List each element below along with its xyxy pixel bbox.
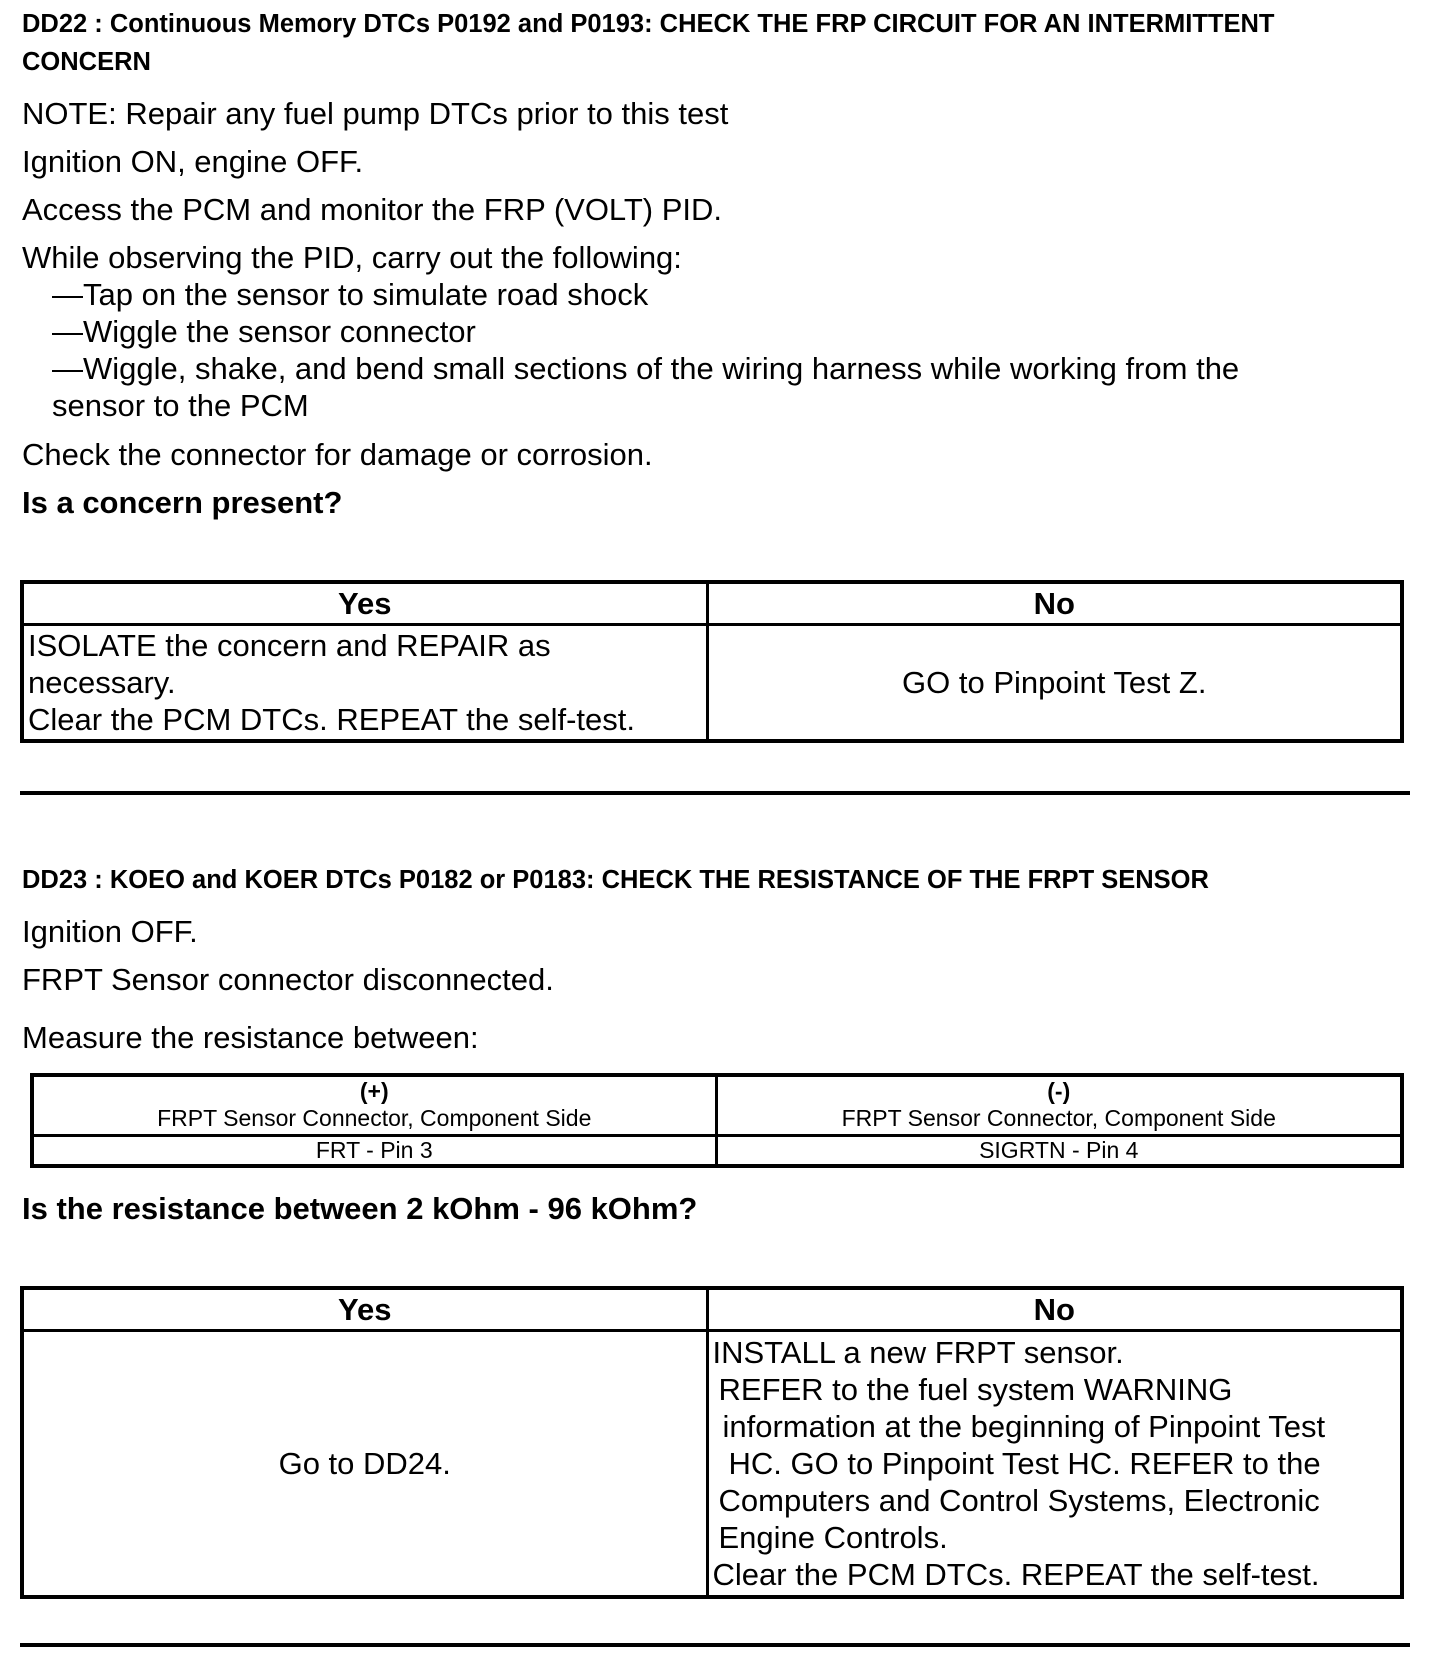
list-item: —Wiggle the sensor connector: [52, 314, 476, 349]
yes-header: Yes: [22, 1288, 707, 1331]
positive-pin: FRT - Pin 3: [32, 1135, 716, 1166]
section-divider: [20, 1643, 1410, 1647]
yes-cell: ISOLATE the concern and REPAIR as necessary. Clear the PCM DTCs. REPEAT the self-test.: [22, 625, 707, 741]
yes-cell: Go to DD24.: [22, 1331, 707, 1597]
dd22-step-ignition: Ignition ON, engine OFF.: [22, 144, 364, 179]
no-cell: INSTALL a new FRPT sensor. REFER to the fuel system WARNING information at the beginning of Pinpoint Test HC. GO to Pinpoint Test HC. REFER to the Computers and Control Systems, Electronic Engine Controls. Clear the PCM DTCs. REPEAT the self-test.: [707, 1331, 1402, 1597]
negative-pin: SIGRTN - Pin 4: [716, 1135, 1402, 1166]
dd23-measure-table: [30, 1073, 1404, 1168]
dd22-step-check-connector: Check the connector for damage or corrosion.: [22, 437, 653, 472]
list-item: sensor to the PCM: [52, 388, 309, 423]
dd23-yes-no-table: [20, 1286, 1404, 1599]
dd22-question: Is a concern present?: [22, 485, 343, 520]
list-item: —Wiggle, shake, and bend small sections of the wiring harness while working from the: [52, 351, 1240, 386]
positive-label: FRPT Sensor Connector, Component Side: [157, 1105, 592, 1132]
negative-sign: (-): [1047, 1078, 1071, 1105]
dd23-step-measure: Measure the resistance between:: [22, 1020, 479, 1055]
dd22-observe-list: [52, 276, 1239, 424]
dd23-step-ignition: Ignition OFF.: [22, 914, 198, 949]
section-divider: [20, 791, 1410, 795]
positive-lead-cell: [32, 1075, 716, 1135]
dd22-heading-line1: DD22 : Continuous Memory DTCs P0192 and P0193: CHECK THE FRP CIRCUIT FOR AN INTERMITTENT: [22, 10, 1275, 38]
negative-label: FRPT Sensor Connector, Component Side: [841, 1105, 1276, 1132]
dd22-yes-no-table: [20, 580, 1404, 743]
dd23-heading: DD23 : KOEO and KOER DTCs P0182 or P0183: CHECK THE RESISTANCE OF THE FRPT SENSOR: [22, 866, 1209, 894]
dd22-step-observe: While observing the PID, carry out the following:: [22, 240, 682, 275]
list-item: —Tap on the sensor to simulate road shock: [52, 277, 649, 312]
no-header: No: [707, 582, 1402, 625]
no-header: No: [707, 1288, 1402, 1331]
positive-sign: (+): [359, 1078, 389, 1105]
dd23-question: Is the resistance between 2 kOhm - 96 kOhm?: [22, 1191, 698, 1226]
yes-header: Yes: [22, 582, 707, 625]
negative-lead-cell: [716, 1075, 1402, 1135]
dd22-step-access-pcm: Access the PCM and monitor the FRP (VOLT) PID.: [22, 192, 723, 227]
dd22-note: NOTE: Repair any fuel pump DTCs prior to this test: [22, 96, 729, 131]
no-cell: GO to Pinpoint Test Z.: [707, 625, 1402, 741]
dd22-heading-line2: CONCERN: [22, 48, 151, 76]
dd23-step-disconnect: FRPT Sensor connector disconnected.: [22, 962, 554, 997]
